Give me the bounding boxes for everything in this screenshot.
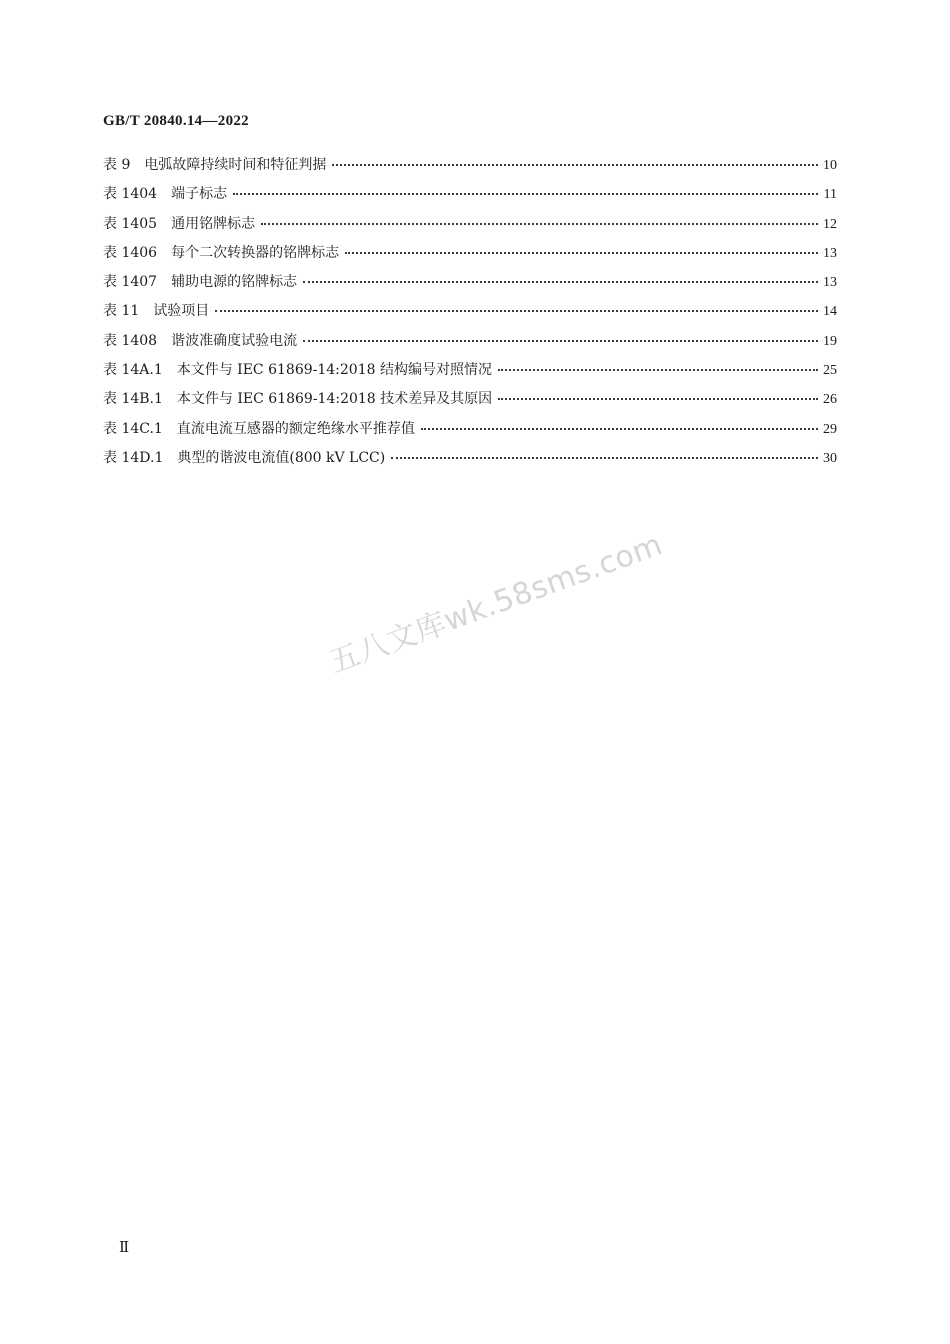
toc-entry[interactable] <box>103 388 837 417</box>
toc-dot-leader <box>391 457 818 459</box>
toc-dot-leader <box>345 252 818 254</box>
toc-entry-title: 试验项目 <box>153 303 210 320</box>
watermark <box>322 520 668 682</box>
toc-entry-page: 29 <box>823 421 837 437</box>
toc-entry-title: 端子标志 <box>171 186 228 203</box>
toc-entry-page: 26 <box>823 392 837 408</box>
standard-number: GB/T 20840.14—2022 <box>103 113 249 129</box>
toc-entry-label: 表 14D.1 <box>103 449 164 466</box>
toc-entry-title: 谐波准确度试验电流 <box>171 332 298 349</box>
toc-entry-title: 本文件与 IEC 61869-14:2018 技术差异及其原因 <box>176 391 493 408</box>
toc-dot-leader <box>215 310 818 312</box>
toc-entry-page: 13 <box>823 275 837 291</box>
toc-entry-label: 表 1408 <box>103 332 158 349</box>
toc-entry-label: 表 14A.1 <box>103 362 163 379</box>
watermark-text: 五八文库wk.58sms.com <box>324 527 668 681</box>
toc-entry[interactable] <box>103 213 837 242</box>
toc-entry-label: 表 1407 <box>103 274 158 291</box>
toc-entry[interactable] <box>103 330 837 359</box>
toc-entry-page: 14 <box>823 304 837 320</box>
toc-entry-page: 11 <box>823 187 837 203</box>
toc-entry[interactable] <box>103 447 837 476</box>
toc-entry-title: 直流电流互感器的额定绝缘水平推荐值 <box>176 420 415 437</box>
toc-entry-title: 通用铭牌标志 <box>171 215 256 232</box>
toc-dot-leader <box>303 340 818 342</box>
page-number-text: Ⅱ <box>119 1240 130 1256</box>
toc-entry-page: 30 <box>823 450 837 466</box>
toc-entry-label: 表 14B.1 <box>103 391 163 408</box>
toc-dot-leader <box>498 369 818 371</box>
toc-entry-label: 表 14C.1 <box>103 420 163 437</box>
toc-entry[interactable] <box>103 271 837 300</box>
toc-dot-leader <box>332 164 818 166</box>
toc-entry-title: 每个二次转换器的铭牌标志 <box>171 244 340 261</box>
toc-entry-title: 典型的谐波电流值(800 kV LCC) <box>177 449 386 466</box>
toc-entry-page: 25 <box>823 363 837 379</box>
toc-entry-label: 表 9 <box>103 157 131 173</box>
toc-entry-page: 10 <box>823 158 837 173</box>
toc-entry-label: 表 11 <box>103 303 140 320</box>
toc-entry-label: 表 1405 <box>103 215 158 232</box>
toc-dot-leader <box>233 193 818 195</box>
page-number <box>119 1238 129 1257</box>
toc-entry[interactable] <box>103 242 837 271</box>
toc-entry-label: 表 1406 <box>103 244 158 261</box>
toc-entry-title: 辅助电源的铭牌标志 <box>171 274 298 291</box>
toc-dot-leader <box>498 398 818 400</box>
toc-entry-page: 12 <box>823 216 837 232</box>
toc-entry-title: 电弧故障持续时间和特征判据 <box>144 157 327 173</box>
toc-entry-page: 13 <box>823 245 837 261</box>
toc-entry[interactable] <box>103 359 837 388</box>
table-of-contents <box>103 154 837 476</box>
document-header <box>103 113 249 130</box>
toc-dot-leader <box>421 428 818 430</box>
toc-dot-leader <box>261 223 818 225</box>
toc-entry[interactable] <box>103 300 837 329</box>
toc-entry-title: 本文件与 IEC 61869-14:2018 结构编号对照情况 <box>176 362 492 379</box>
toc-dot-leader <box>303 281 818 283</box>
toc-entry[interactable] <box>103 418 837 447</box>
toc-entry[interactable] <box>103 154 837 183</box>
toc-entry-label: 表 1404 <box>103 186 158 203</box>
toc-entry-page: 19 <box>823 333 837 349</box>
toc-entry[interactable] <box>103 183 837 212</box>
